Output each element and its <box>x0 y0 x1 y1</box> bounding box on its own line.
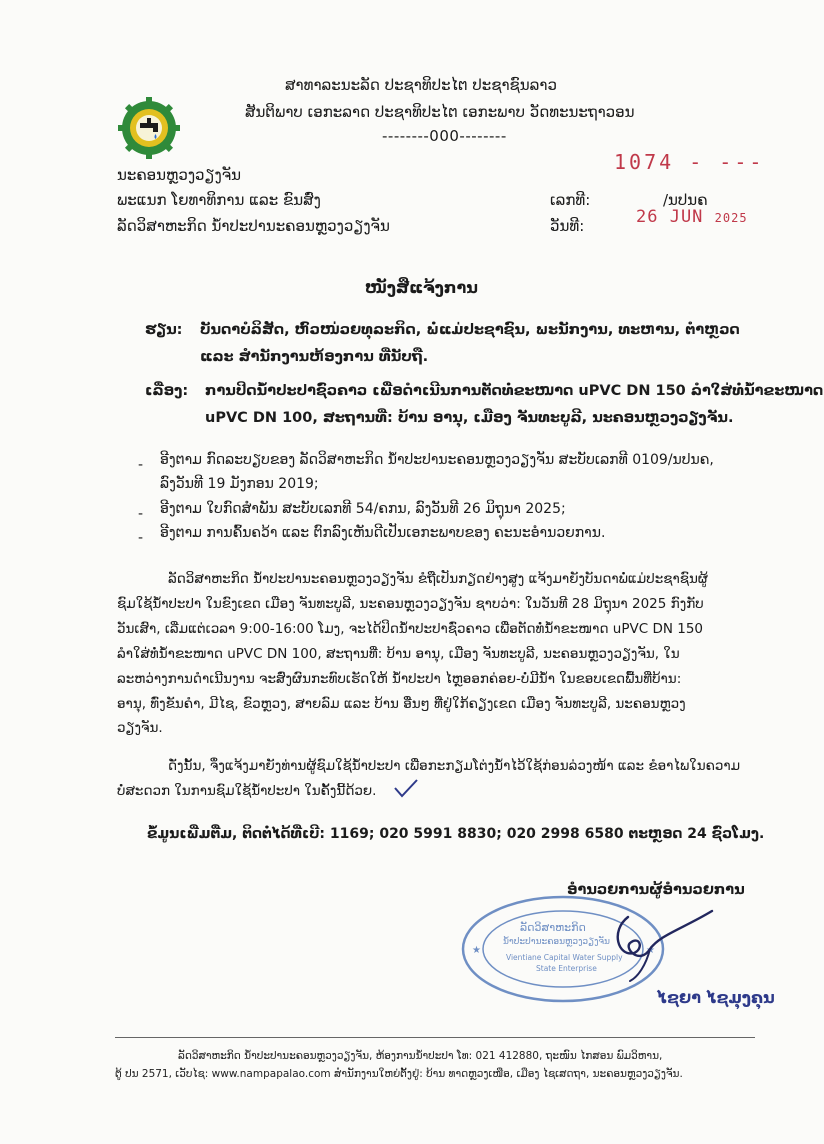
handwritten-reference-number: 1074 - --- <box>614 150 765 174</box>
reference-item: - <box>138 530 144 546</box>
to-recipients-line2: ແລະ ສຳນັກງານຫ້ອງການ ທີ່ນັບຖື. <box>200 349 429 365</box>
seal-english-subtitle: State Enterprise <box>536 964 597 973</box>
svg-text:★: ★ <box>646 945 655 956</box>
footer-address-line1: ລັດວິສາຫະກິດ ນ້ຳປະປານະຄອນຫຼວງວຽງຈັນ, ຫ້ອງການນ້ຳປະປາ ໂທ: 021 412880, ຖະໜົນ ໄກສອນ ພົມວິຫານ, <box>178 1050 663 1062</box>
org-department: ພະແນກ ໂຍທາທິການ ແລະ ຂົນສົ່ງ <box>117 191 321 209</box>
svg-text:★: ★ <box>472 945 481 956</box>
body-paragraph-1-line: ວຽງຈັນ. <box>117 720 163 736</box>
body-paragraph-1-line: ອານຸ, ທົ່ງຂັນຄຳ, ມີໄຊ, ຂົວຫຼວງ, ສາຍລົມ ແລະ ບ້ານ ອື່ນໆ ທີ່ຢູ່ໃກ້ຄຽງເຂດ ເມືອງ ຈັນທະບູລີ, ນະຄອນຫຼວງ <box>117 696 686 712</box>
document-title: ໜັງສືແຈ້ງການ <box>365 278 478 297</box>
body-paragraph-1-line: ລຳໃສ່ທໍ່ນ້ຳຂະໜາດ uPVC DN 100, ສະຖານທີ່: ບ້ານ ອານຸ, ເມືອງ ຈັນທະບູລີ, ນະຄອນຫຼວງວຽງຈັນ, ໃນ <box>117 646 680 662</box>
national-header-separator: --------000-------- <box>382 127 507 145</box>
subject-line2: uPVC DN 100, ສະຖານທີ່: ບ້ານ ອານຸ, ເມືອງ ຈັນທະບູລີ, ນະຄອນຫຼວງວຽງຈັນ. <box>205 410 734 426</box>
body-paragraph-1-line: ຊົມໃຊ້ນ້ຳປະປາ ໃນຂົງເຂດ ເມືອງ ຈັນທະບູລີ, ນະຄອນຫຼວງວຽງຈັນ ຊາບວ່າ: ໃນວັນທີ 28 ມິຖຸນາ 2025 ກົງກັບ <box>117 596 704 612</box>
date-stamp <box>636 207 748 227</box>
signatory-title: ອຳນວຍການຜູ້ອຳນວຍການ <box>567 882 745 898</box>
body-paragraph-1-line: ວັນເສົາ, ເລີ່ມແຕ່ເວລາ 9:00-16:00 ໂມງ, ຈະໄດ້ປິດນ້ຳປະປາຊົ່ວຄາວ ເພື່ອຕັດທໍ່ນ້ຳຂະໜາດ uPVC DN 150 <box>117 621 703 637</box>
reference-item: - <box>138 506 144 522</box>
seal-title: ລັດວິສາຫະກິດ <box>520 921 586 934</box>
reference-number-suffix: /ນປນຄ <box>663 191 708 209</box>
checkmark-icon <box>393 778 419 800</box>
date-stamp-day-month: 26 JUN <box>636 207 704 227</box>
to-recipients-line1: ບັນດາບໍລິສັດ, ຫົວໜ່ວຍທຸລະກິດ, ພໍ່ແມ່ປະຊາຊົນ, ພະນັກງານ, ທະຫານ, ຕຳຫຼວດ <box>200 322 740 338</box>
date-stamp-year: 2025 <box>714 211 748 225</box>
org-city: ນະຄອນຫຼວງວຽງຈັນ <box>117 166 242 184</box>
national-header-motto: ສັນຕິພາບ ເອກະລາດ ປະຊາທິປະໄຕ ເອກະພາບ ວັດທະນະຖາວອນ <box>245 103 635 121</box>
handwritten-signature-icon <box>600 905 730 985</box>
nampapa-logo-icon <box>118 97 180 159</box>
reference-item-text-cont: ລົງວັນທີ 19 ມັງກອນ 2019; <box>160 476 319 492</box>
reference-item: - <box>138 457 144 473</box>
contact-info: ຂໍ້ມູນເພີ່ມຕື່ມ, ຕິດຕໍ່ໄດ້ທີ່ເບີ: 1169; 020 5991 8830; 020 2998 6580 ຕະຫຼອດ 24 ຊົ່ວໂມງ. <box>147 826 765 842</box>
footer-address-line2: ຕູ້ ປນ 2571, ເວັບໄຊ: www.nampapalao.com ສຳນັກງານໃຫຍ່ຕັ້ງຢູ່: ບ້ານ ທາດຫຼວງເໜືອ, ເມືອງ ໄຊເສດຖາ, ນະຄອນຫຼວງວຽງຈັນ. <box>115 1068 683 1080</box>
seal-english-name: Vientiane Capital Water Supply <box>506 953 623 962</box>
body-paragraph-1-line: ລັດວິສາຫະກິດ ນ້ຳປະປານະຄອນຫຼວງວຽງຈັນ ຂໍຖືເປັນກຽດຢ່າງສູງ ແຈ້ງມາຍັງບັນດາພໍ່ແມ່ປະຊາຊົນຜູ້ <box>168 571 708 587</box>
org-enterprise: ລັດວິສາຫະກິດ ນ້ຳປະປານະຄອນຫຼວງວຽງຈັນ <box>117 217 390 235</box>
national-header-line1: ສາທາລະນະລັດ ປະຊາທິປະໄຕ ປະຊາຊົນລາວ <box>285 76 557 94</box>
body-paragraph-1-line: ລະຫວ່າງການດຳເນີນງານ ຈະສົ່ງຜົນກະທົບເຮັດໃຫ້ ນ້ຳປະປາ ໄຫຼອອກຄ່ອຍ-ບໍ່ມີນ້ຳ ໃນຂອບເຂດພື້ນທີ່ບ້ານ: <box>117 671 682 687</box>
subject-label: ເລື່ອງ: <box>145 383 189 399</box>
signatory-name: ໄຊຍາ ໄຊມຸງຄຸນ <box>657 988 775 1007</box>
body-paragraph-2-line: ດັ່ງນັ້ນ, ຈຶ່ງແຈ້ງມາຍັງທ່ານຜູ້ຊົມໃຊ້ນ້ຳປະປາ ເພື່ອກະກຽມໂຕ່ງນ້ຳໄວ້ໃຊ້ກ່ອນລ່ວງໜ້າ ແລະ ຂໍອາໄພໃນຄວາມ <box>168 758 741 774</box>
footer-divider <box>115 1037 755 1038</box>
reference-item-text: ອີງຕາມ ກົດລະບຽບຂອງ ລັດວິສາຫະກິດ ນ້ຳປະປານະຄອນຫຼວງວຽງຈັນ ສະບັບເລກທີ 0109/ນປນຄ, <box>160 452 714 468</box>
reference-item-text: ອີງຕາມ ການຄົ້ນຄວ້າ ແລະ ຕົກລົງເຫັນດີເປັນເອກະພາບຂອງ ຄະນະອຳນວຍການ. <box>160 525 606 541</box>
reference-number-label: ເລກທີ: <box>550 191 591 209</box>
subject-line1: ການປິດນ້ຳປະປາຊົ່ວຄາວ ເພື່ອດຳເນີນການຕັດທໍ່ຂະໜາດ uPVC DN 150 ລຳໃສ່ທໍ່ນ້ຳຂະໜາດ <box>205 383 824 399</box>
reference-item-text: ອີງຕາມ ໃບກົດສຳພັນ ສະບັບເລກທີ 54/ຄກນ, ລົງວັນທີ 26 ມິຖຸນາ 2025; <box>160 501 566 517</box>
seal-org-name: ນ້ຳປະປານະຄອນຫຼວງວຽງຈັນ <box>503 937 610 947</box>
body-paragraph-2-line: ບໍ່ສະດວກ ໃນການຊົມໃຊ້ນ້ຳປະປາ ໃນຄັ້ງນີ້ດ້ວຍ. <box>117 783 377 799</box>
reference-date-label: ວັນທີ: <box>550 217 585 235</box>
to-label: ຮຽນ: <box>145 322 183 338</box>
